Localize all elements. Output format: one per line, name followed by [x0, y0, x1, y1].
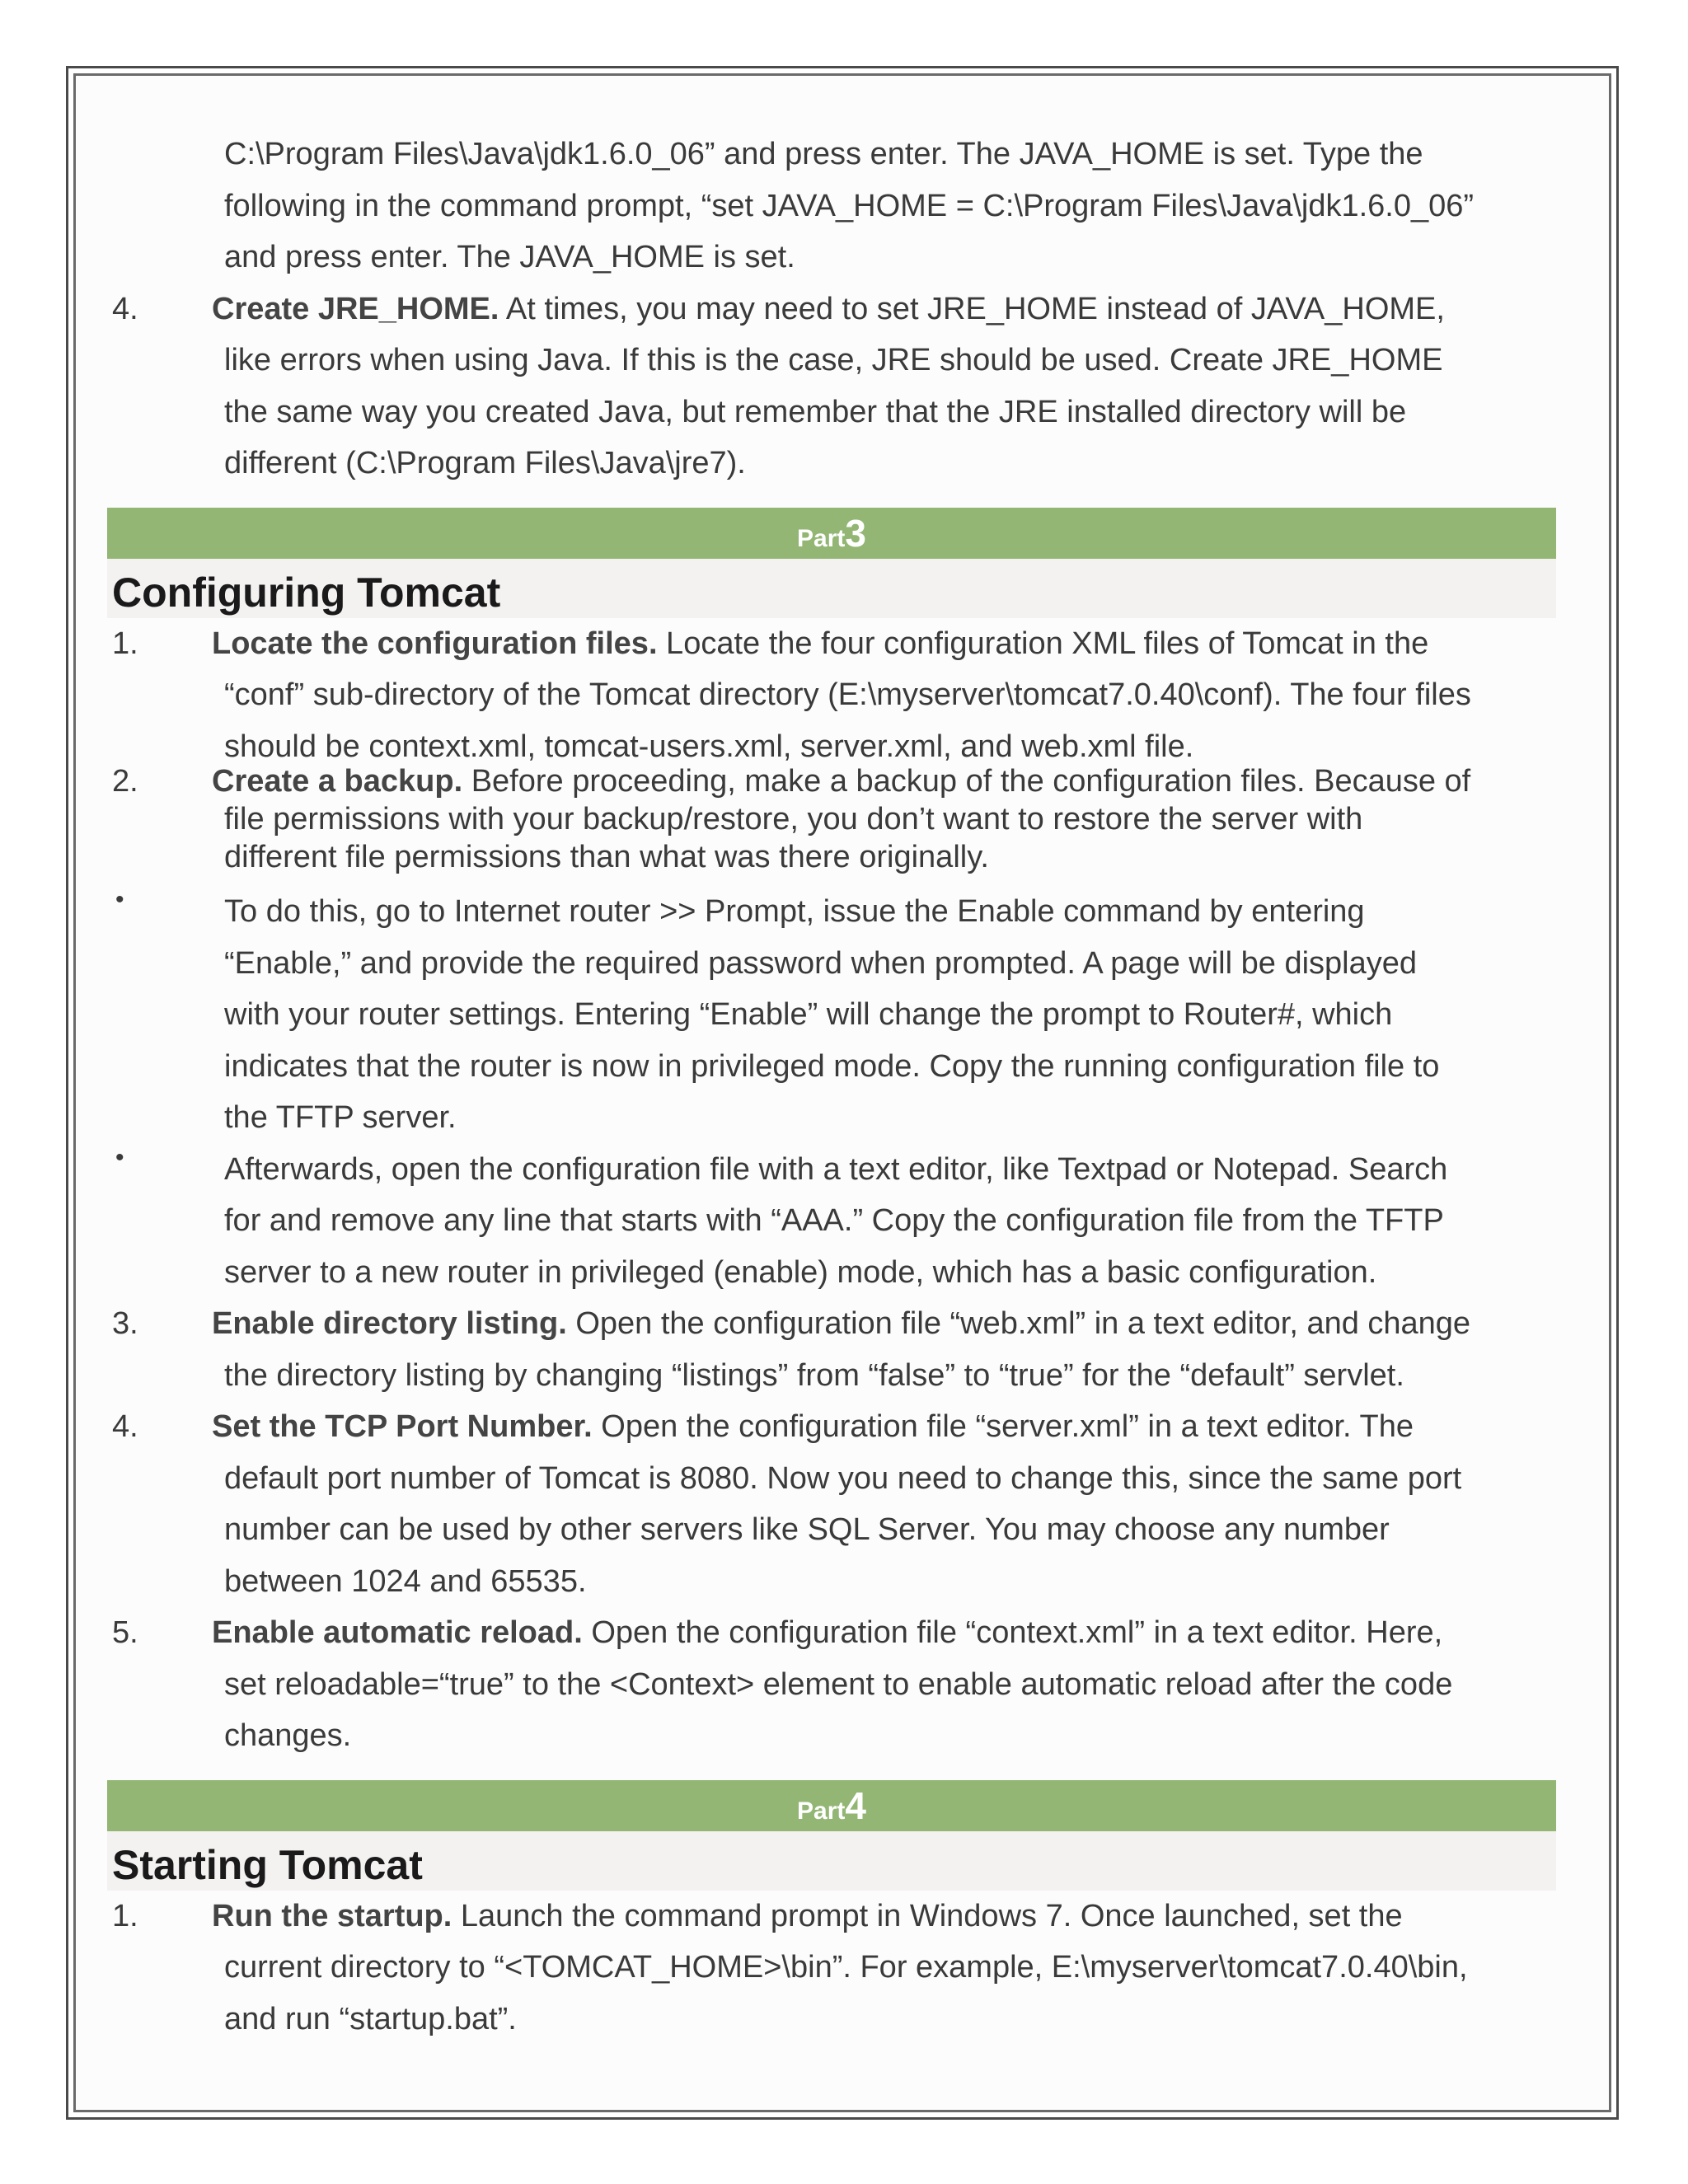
part-4-banner	[107, 1780, 1556, 1831]
list-item	[107, 1607, 1558, 1762]
part-3-banner	[107, 508, 1556, 559]
item-line: set reloadable=“true” to the <Context> element to enable automatic reload after the code	[224, 1666, 1453, 1702]
item-line: should be context.xml, tomcat-users.xml, server.xml, and web.xml file.	[224, 729, 1194, 764]
item-line: different file permissions than what was there originally.	[224, 840, 989, 874]
item-title: Run the startup.	[212, 1898, 452, 1933]
item-title: Enable directory listing.	[212, 1306, 567, 1341]
item-number: 4.	[112, 291, 138, 326]
part-number: 4	[845, 1783, 866, 1827]
intro-line: and press enter. The JAVA_HOME is set.	[224, 240, 795, 274]
item-text: Before proceeding, make a backup of the configuration files. Because of	[462, 764, 1471, 799]
bullet-line: To do this, go to Internet router >> Prompt, issue the Enable command by entering	[224, 894, 1365, 929]
part-label: Part	[797, 1797, 846, 1825]
bullet-line: server to a new router in privileged (enable) mode, which has a basic configuration.	[224, 1254, 1377, 1290]
item-text: Launch the command prompt in Windows 7. Once launched, set the	[452, 1898, 1403, 1933]
item-text: Open the configuration file “server.xml” in a text editor. The	[592, 1409, 1414, 1444]
item-line: and run “startup.bat”.	[224, 2001, 517, 2036]
item-title: Enable automatic reload.	[212, 1615, 583, 1650]
bullet-line: with your router settings. Entering “Enable” will change the prompt to Router#, which	[224, 997, 1393, 1032]
document-body	[107, 129, 1558, 2045]
bullet-line: Afterwards, open the configuration file with a text editor, like Textpad or Notepad. Search	[224, 1151, 1448, 1187]
item-title: Locate the configuration files.	[212, 626, 658, 661]
item-line: “conf” sub-directory of the Tomcat directory (E:\myserver\tomcat7.0.40\conf). The four files	[224, 677, 1471, 712]
item-title: Set the TCP Port Number.	[212, 1409, 593, 1444]
item-number: 2.	[112, 764, 138, 799]
item-line: number can be used by other servers like SQL Server. You may choose any number	[224, 1512, 1390, 1547]
section-heading-starting-tomcat: Starting Tomcat	[107, 1831, 1556, 1891]
bullet-line: for and remove any line that starts with “AAA.” Copy the configuration file from the TFTP	[224, 1203, 1444, 1238]
item-number: 1.	[112, 626, 138, 661]
item-line: between 1024 and 65535.	[224, 1563, 587, 1599]
list-item	[107, 762, 1558, 876]
item-line: current directory to “<TOMCAT_HOME>\bin”. For example, E:\myserver\tomcat7.0.40\bin,	[224, 1950, 1468, 1985]
item-line: the same way you created Java, but remember that the JRE installed directory will be	[224, 394, 1407, 429]
list-item	[107, 1401, 1558, 1607]
item-text: Open the configuration file “context.xml” in a text editor. Here,	[582, 1615, 1443, 1650]
item-number: 3.	[112, 1306, 138, 1341]
bullet-icon: •	[115, 886, 124, 913]
list-item	[107, 618, 1558, 773]
item-title: Create a backup.	[212, 764, 463, 799]
item-line: default port number of Tomcat is 8080. Now you need to change this, since the same port	[224, 1460, 1462, 1496]
item-number: 5.	[112, 1615, 138, 1650]
bullet-line: indicates that the router is now in privileged mode. Copy the running configuration file to	[224, 1048, 1440, 1084]
list-item	[107, 1298, 1558, 1401]
intro-paragraph	[107, 129, 1558, 284]
bullet-icon: •	[115, 1143, 124, 1171]
bullet-line: “Enable,” and provide the required password when prompted. A page will be displayed	[224, 945, 1418, 981]
item-title: Create JRE_HOME.	[212, 291, 499, 326]
item-text: Locate the four configuration XML files of Tomcat in the	[657, 626, 1429, 661]
item-line: the directory listing by changing “listings” from “false” to “true” for the “default” servlet.	[224, 1357, 1404, 1393]
intro-line: following in the command prompt, “set JAVA_HOME = C:\Program Files\Java\jdk1.6.0_06”	[224, 188, 1475, 223]
item-line: like errors when using Java. If this is the case, JRE should be used. Create JRE_HOME	[224, 343, 1443, 377]
item-line: different (C:\Program Files\Java\jre7).	[224, 446, 746, 480]
list-item	[107, 1891, 1558, 2046]
part-number: 3	[845, 511, 866, 555]
item-line: file permissions with your backup/restore, you don’t want to restore the server with	[224, 802, 1363, 837]
item-line: changes.	[224, 1718, 352, 1753]
item-text: Open the configuration file “web.xml” in a text editor, and change	[566, 1306, 1471, 1341]
bullet-item	[107, 886, 1558, 1144]
item-number: 1.	[112, 1898, 138, 1933]
item-number: 4.	[112, 1409, 138, 1444]
item-text: At times, you may need to set JRE_HOME instead of JAVA_HOME,	[499, 291, 1445, 326]
list-item-jre-home	[107, 284, 1558, 490]
intro-line: C:\Program Files\Java\jdk1.6.0_06” and press enter. The JAVA_HOME is set. Type the	[224, 137, 1423, 171]
section-heading-configuring-tomcat: Configuring Tomcat	[107, 559, 1556, 618]
bullet-item	[107, 1144, 1558, 1299]
part-label: Part	[797, 524, 846, 552]
bullet-line: the TFTP server.	[224, 1100, 457, 1135]
